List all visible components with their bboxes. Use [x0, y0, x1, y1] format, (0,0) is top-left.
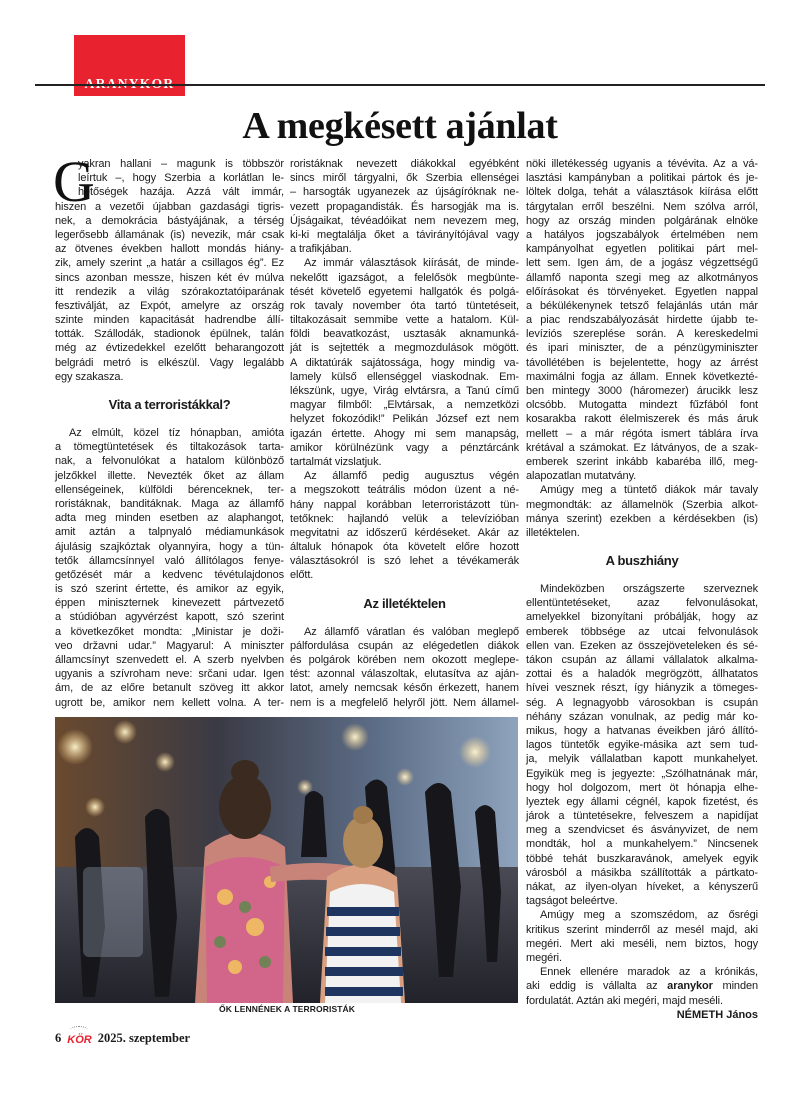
- text-line: lett sem. Igen ám, de a jogász végzettségű: [526, 257, 758, 270]
- text-line: helyzet fokozódik!” Pelikán József ezt nem: [290, 413, 519, 426]
- text-line: vezett propagandisták. És harsogják ma is.: [290, 200, 519, 213]
- text-line: – harsogták ugyanezek az újságíróknak ne-: [290, 186, 519, 199]
- paragraph: [290, 625, 519, 710]
- text-line: hány nappal korábban leterroristázott tün-: [290, 498, 519, 511]
- text-line: mellett – a már régóta ismert táblára írva: [526, 427, 758, 440]
- text-line: olcsóbb. Mutogatta mindezt fűzfából font: [526, 399, 758, 412]
- text-line: tetők államcsínnyel való állítólagos fenye-: [55, 554, 284, 567]
- subheading: Az illetéktelen: [363, 595, 446, 611]
- magazine-logo: [67, 1028, 91, 1046]
- text-line: az ötvenes években hallott mondás hiány-: [55, 243, 284, 256]
- text-line: ellentüntetéseket, azaz felvonulásokat,: [526, 597, 758, 610]
- text-line: tartalmát vizslatjuk.: [290, 455, 382, 468]
- issue-date: 2025. szeptember: [97, 1031, 191, 1045]
- logo-ornament-icon: [70, 1026, 88, 1034]
- text-line: távollétében is bejelentette, hogy az árrést: [526, 356, 758, 369]
- emphasis: aranykor: [667, 980, 713, 993]
- text-line: nak, a felvonulókat a hatalom különböző: [55, 455, 284, 468]
- text-line: egy szakasza.: [55, 370, 124, 383]
- text-line: ájulásig szajkóztak olyannyira, hogy a tün-: [55, 540, 284, 553]
- text-line: belgrádi metró is elkészül. Vagy legalább: [55, 356, 284, 369]
- text-line: ja, melyik vállalatban kapott munkahelyet.: [526, 753, 758, 766]
- text-line: néhány százan vonulnak, az pedig már ko-: [526, 710, 758, 723]
- text-line: hiszen a vezetői újabban gazdasági tigris-: [55, 200, 284, 213]
- text-line: nek, a demokrácia bástyájának, a térség: [55, 214, 284, 227]
- text-line: tést: azonnal válaszoltak, elutasítva az aján-: [290, 668, 519, 681]
- text-line: hetőségek hazája. Azzá vált immár,: [78, 186, 284, 199]
- text-line: fordulatát. Aztán aki megéri, majd meséli.: [526, 994, 723, 1007]
- text-line: legerősebb államának (is) nevezik, már csak: [55, 228, 284, 241]
- text-line: roristáknak nevezett diákokkal egyébként: [290, 158, 519, 170]
- text-line: földi beavatkozást, usztasák aknamunká-: [290, 328, 519, 341]
- article-column-2: [290, 157, 519, 710]
- text-line: Amúgy meg a szomszédom, az ősrégi: [540, 909, 758, 922]
- text-line: mikus, hogy a hatvanas éveikben járó állító-: [526, 724, 758, 737]
- text-line: kampányolhat egyetlen politikai párt mel-: [526, 243, 758, 256]
- subheading: Vita a terroristákkal?: [108, 397, 231, 412]
- text-line: adta meg minden esetben az alaphangot,: [55, 512, 284, 525]
- text-line: szinte minden kapacitását hadrendbe állí-: [55, 314, 284, 327]
- text-line: tárgytalan erről beszélni. Nem szólva arról,: [526, 200, 758, 213]
- text-line: ség. A legnagyobb városokban is csupán: [526, 696, 758, 709]
- text-line: államcsínyt szenvedett el. A szerb nyelvben: [55, 654, 284, 666]
- text-line: a hatályos jogszabályok értelmében nem: [526, 228, 758, 241]
- text-line: meg a szendvicset és ásványvizet, de nem: [526, 824, 758, 837]
- text-line: többé tehát buszkaravánok, amelyek egyik: [526, 852, 758, 865]
- logo-text: KÖR: [67, 1034, 92, 1046]
- paragraph: [290, 469, 519, 583]
- text-line: előírásokat és törvényeket. Egyetlen nappal: [526, 285, 758, 298]
- paragraph: [526, 483, 758, 540]
- text-line: amelyekkel bizonyítani próbálják, hogy az: [526, 611, 758, 624]
- text-line: Az államfő váratlan és valóban meglepő: [304, 625, 519, 638]
- text-line: még az évtizedekkel ezelőtt beharangozott: [55, 342, 284, 355]
- paragraph: [290, 157, 519, 256]
- text-line: tetőknek: hajlandó velük a televízióban: [290, 512, 519, 525]
- text-run: minden: [712, 980, 758, 993]
- text-line: hogy hol dolgozom, mert öt hónapja elhe-: [526, 781, 758, 794]
- text-line: ugrott be, amikor nem kellett volna. A ter-: [55, 696, 284, 709]
- text-line: hívei vesznek részt, így hiányzik a tömeges-: [526, 682, 758, 695]
- text-line: magyar filmből: „Elvtársak, a nemzetközi: [290, 399, 519, 412]
- text-line: a megszokott teátrális módon üzent a né-: [290, 484, 519, 497]
- text-line: államfő naponta szegi meg az alkotmányos: [526, 271, 758, 284]
- text-line: általuk hónapok óta követelt előre hozott: [290, 541, 519, 554]
- riot-shield: [83, 867, 143, 957]
- text-line: zottai és a haladók megrögzött, állhatatos: [526, 668, 758, 681]
- text-line: nöki illetékesség ugyanis a tévévita. Az a vá-: [526, 158, 758, 170]
- text-run: aki eddig is vállalta az: [526, 980, 668, 993]
- text-line: Újságaikat, tévéadóikat nem nevezem meg,: [290, 214, 519, 227]
- text-line: leírtuk –, hogy Szerbia a korlátlan le-: [78, 172, 284, 185]
- text-line: roristáknak, banditáknak. Maga az államfő: [55, 497, 284, 510]
- text-line: emberek szerint inkább kabaréba illő, meg-: [526, 455, 758, 468]
- text-line: Ennek ellenére maradok az a krónikás,: [540, 966, 758, 979]
- text-line: maximálni fogja az állam. Ennek következté-: [526, 370, 758, 383]
- text-line: kosarakba rakott élelmiszerek és más áruk: [526, 413, 758, 426]
- text-line: löltek dolga, tehát a választások kiírása előtt: [526, 186, 758, 199]
- text-line: sincs azonban messze, hiszen két év múlva: [55, 271, 284, 284]
- text-line: és polgárok körében nem okozott meglepe-: [290, 654, 519, 666]
- text-line: fesztiválját, az Expót, amelyre az ország: [55, 299, 284, 312]
- header-rule: [35, 84, 765, 86]
- text-line: itt rendezik a világ szórakoztatóiparának: [55, 285, 284, 298]
- section-label-box: [74, 35, 185, 96]
- text-line: a stúdióban agyvérzést kapott, szó szerint: [55, 611, 284, 624]
- text-line: a tömegtüntetések és tiltakozások tarta-: [55, 441, 284, 454]
- text-line: tákon csupán az állami vállalatok alkalma-: [526, 654, 758, 666]
- text-line: városból a másikba szállították a pártkato-: [526, 866, 758, 879]
- article-column-3: [526, 157, 758, 1022]
- text-line: Amúgy meg a tüntető diákok már tavaly: [540, 484, 758, 497]
- text-line: alapozatlan mutatvány.: [526, 470, 637, 483]
- text-line: megvitatni az időszerű kérdéseket. Akár az: [290, 526, 519, 539]
- paragraph: [55, 426, 284, 710]
- text-line: választásokról is szó lehet a tévékamerák: [290, 555, 519, 568]
- text-line: ugyanis a szívroham neve: srčani udar. Igen: [55, 668, 284, 681]
- text-line: megéri.: [526, 951, 562, 964]
- text-line: mánya szerint) ezekben a kérdésekben (is): [526, 512, 758, 525]
- article-title: A megkésett ajánlat: [242, 105, 558, 147]
- paragraph: [526, 965, 758, 1008]
- text-line: éppen miniszternek kinevezett pártvezető: [55, 597, 284, 610]
- page-footer: [55, 1028, 190, 1046]
- text-line: a következőket mondta: „Ministar je doži-: [55, 625, 284, 638]
- text-line: nákat, az ilyen-olyan híveket, a kényszerű: [526, 881, 758, 893]
- paragraph: [290, 256, 519, 469]
- text-line: Mindeközben országszerte szerveznek: [540, 583, 758, 596]
- page-number: 6: [55, 1031, 62, 1045]
- text-line: mondták, hol a munkahelyem.” Nincsenek: [526, 838, 758, 851]
- text-line: ját is sejtették a megmozdulások mögött.: [290, 342, 519, 355]
- text-line: lyeztek egy állami cégnél, kapok fizetést, és: [526, 795, 758, 808]
- text-line: járok a tüntetésekre, felveszem a napidíjat: [526, 810, 758, 823]
- text-line: jelzőkkel illette. Nevezték őket az állam: [55, 469, 284, 482]
- text-line: ellenségeinek, külföldi bérenceknek, ter-: [55, 483, 284, 496]
- text-line: latot, amely nemcsak későn érkezett, hanem: [290, 682, 519, 695]
- text-line: amit aztán a talpnyaló médiamunkások: [55, 526, 284, 539]
- text-line: [526, 979, 758, 993]
- text-line: lagos tüntetők egyike-másika azt sem tud-: [526, 739, 758, 752]
- text-line: a trafikjában.: [290, 243, 352, 256]
- text-line: nekelőtt igazságot, a felelősök megbünte-: [290, 271, 519, 284]
- text-line: emberek többsége az utcai felvonulások: [526, 625, 758, 638]
- text-line: illetéktelen.: [526, 526, 580, 539]
- text-line: ben mintegy 3000 (háromezer) árucikk lesz: [526, 385, 758, 397]
- text-line: nem is a megfelelő helyről jött. Nem államel-: [290, 696, 519, 709]
- text-line: sincs miről tárgyalni, ők Szerbia ellenségei: [290, 172, 519, 185]
- text-line: rok tavaly november óta tartó tüntetéseit,: [290, 299, 519, 312]
- text-line: lasztási kampányban a politikai pártok és je-: [526, 172, 758, 185]
- text-line: A diktatúrák sajátossága, hogy mindig va-: [290, 356, 519, 369]
- text-line: getőzését már a kedvenc tévétulajdonos: [55, 568, 284, 581]
- text-line: lékszünk, ugye, Virág elvtársra, a Tanú című: [290, 385, 519, 397]
- article-photo: [55, 717, 518, 1003]
- text-line: és ipari miniszter, de a pénzügyminiszter: [526, 342, 758, 355]
- text-line: Egyikük meg is jegyezte: „Szólhatnának már,: [526, 767, 758, 780]
- subheading: A buszhiány: [605, 553, 679, 569]
- text-line: tották. Szállodák, stadionok épülnek, talán: [55, 328, 284, 341]
- text-line: amikor körülnézünk vagy a pénztárcánk: [290, 441, 519, 454]
- text-line: tiltakozásait semmibe vette a hatalom. Kül-: [290, 314, 519, 327]
- text-line: hogy az ország minden polgárának elnöke: [526, 214, 758, 227]
- text-line: ám, de az előre betanult szöveg itt akkor: [55, 682, 284, 695]
- paragraph: [526, 908, 758, 965]
- text-line: zik, amely szerint „a határ a csillagos ég”. Ez: [55, 257, 284, 270]
- text-line: ki-ki megtalálja őket a távirányítójával vagy: [290, 228, 519, 241]
- text-line: ellen van. Ezeken az összejöveteleken és sé-: [526, 639, 758, 652]
- text-line: a békülékenynek tetsző felajánlás után már: [526, 299, 758, 312]
- text-line: megéri. Mert aki meséli, nem biztos, hogy: [526, 937, 758, 950]
- text-line: krétával a számokat. Ez látványos, de a szak-: [526, 441, 758, 454]
- text-line: is szó szerint értette, és amikor az egyik,: [55, 583, 284, 596]
- paragraph: [526, 157, 758, 483]
- text-line: megmondták: az államelnök (Szerbia alkot-: [526, 498, 758, 511]
- text-line: igazán értette. Ahogy mi sem manapság,: [290, 427, 519, 440]
- text-line: előtt.: [290, 569, 314, 582]
- text-line: veo državni udar.” Magyarul: A miniszter: [55, 639, 284, 652]
- text-line: yakran hallani – magunk is többször: [78, 158, 284, 170]
- text-line: kritikus szerint minderről az mesél majd, aki: [526, 923, 758, 936]
- photo-caption: ŐK LENNÉNEK A TERRORISTÁK: [219, 1004, 355, 1014]
- text-line: Az államfő pedig augusztus végén: [304, 470, 519, 483]
- drop-cap: G: [53, 149, 95, 214]
- text-line: pálfordulása csupán az elégedetlen diákok: [290, 639, 519, 652]
- text-line: tését követelő egyetemi hallgatók és polgá-: [290, 285, 519, 298]
- article-column-1: [53, 149, 284, 710]
- paragraph: [526, 582, 758, 908]
- text-line: a piac rendszabályozását hirdette újabb te-: [526, 314, 758, 327]
- text-line: Az immár választások kiírását, de minde-: [304, 257, 519, 270]
- author-signature: NÉMETH János: [676, 1008, 758, 1021]
- text-line: lamely külső ellenséggel viaskodnak. Em-: [290, 370, 519, 383]
- text-line: tagságot beleértve.: [526, 895, 618, 908]
- text-line: levíziós szereplése során. A kereskedelmi: [526, 328, 758, 341]
- text-line: Az elmúlt, közel tíz hónapban, amióta: [69, 427, 284, 439]
